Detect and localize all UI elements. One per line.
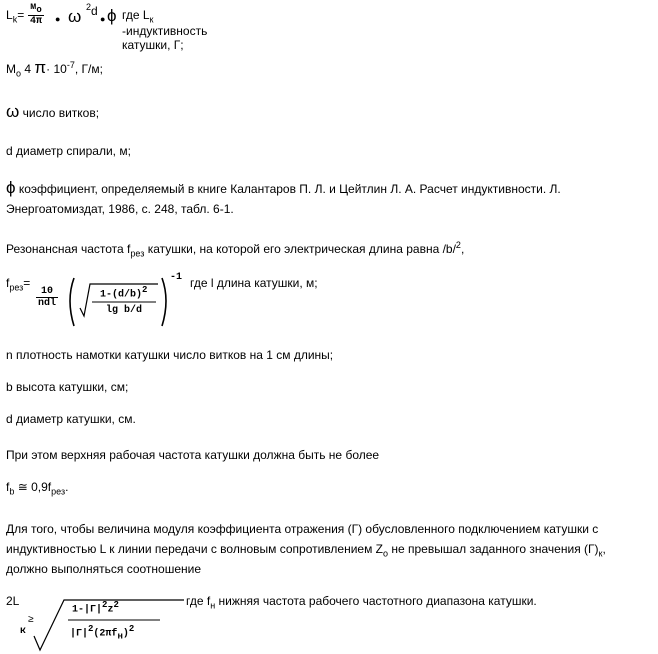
f2-description: где l длина катушки, м;	[190, 276, 318, 290]
f3-lhs-sub: к	[20, 626, 27, 637]
f1-mu-fraction: $м_o$ 4π	[30, 2, 43, 27]
mu-definition: $М_о$ 4 $\pi\cdot 10^{-7}$, Г/м;	[6, 58, 103, 79]
fb-condition: $f_b$ ≅ $0,9f_{рез}$.	[6, 480, 69, 497]
f2-brackets	[66, 272, 186, 332]
f1-bullet: ●	[55, 14, 61, 24]
b-definition: b высота катушки, см;	[6, 380, 129, 394]
f2-inner-den: lg b/d	[106, 305, 143, 316]
upper-frequency-text: При этом верхняя рабочая частота катушки должна быть не более	[6, 448, 380, 462]
f2-inner-num: $1-(d/b)^2$	[100, 285, 148, 301]
f1-exp: $^2$d	[86, 2, 98, 18]
f2-lhs: $f_{рез}=$	[6, 276, 31, 293]
f1-lhs: $L_k=$	[6, 8, 25, 25]
resonance-intro: Резонансная частота $f_{рез}$ катушки, на которой его электрическая длина равна /b/$^2$,	[6, 240, 465, 259]
d-coil-definition: d диаметр катушки, см.	[6, 412, 136, 426]
f2-fraction: 10 ndl	[38, 286, 57, 309]
f1-bullet2: ●	[100, 14, 106, 24]
paragraph-line-3: должно выполняться соотношение	[6, 562, 202, 576]
f1-phi: ϕ	[107, 6, 117, 25]
omega-definition: ω число витков;	[6, 102, 100, 121]
f3-numerator: $1-|Г|^2z^2$	[72, 600, 119, 616]
f2-outer-exp: -1	[170, 272, 183, 283]
f3-denominator: $|Г|^2(2\pi f_н)^2$	[70, 624, 135, 642]
paragraph-line-1: Для того, чтобы величина модуля коэффициента отражения (Г) обусловленного подключением катушки с	[6, 522, 599, 536]
n-definition: n плотность намотки катушки число витков на 1 см длины;	[6, 348, 334, 362]
phi-definition: ϕ коэффициент, определяемый в книге Калантаров П. Л. и Цейтлин Л. А. Расчет индуктивности. Л.	[6, 178, 561, 197]
f3-lhs: 2L	[6, 594, 20, 608]
f3-description: где $f_н$ нижняя частота рабочего частотного диапазона катушки.	[186, 594, 537, 611]
phi-definition-cont: Энергоатомиздат, 1986, с. 248, табл. 6-1.	[6, 202, 234, 216]
paragraph-line-2: индуктивностью L к линии передачи с волновым сопротивлением $Z_о$ не превышал заданного значения $(Г)_к$,	[6, 542, 606, 559]
formula-inductance-limit	[6, 592, 606, 654]
f3-relation: ≥	[28, 614, 34, 625]
f1-description: где $L_к$ -индуктивность катушки, Г;	[122, 8, 208, 53]
d-spiral-definition: d диаметр спирали, м;	[6, 144, 131, 158]
f1-omega: ω	[68, 7, 82, 26]
formula-resonance	[6, 272, 366, 332]
